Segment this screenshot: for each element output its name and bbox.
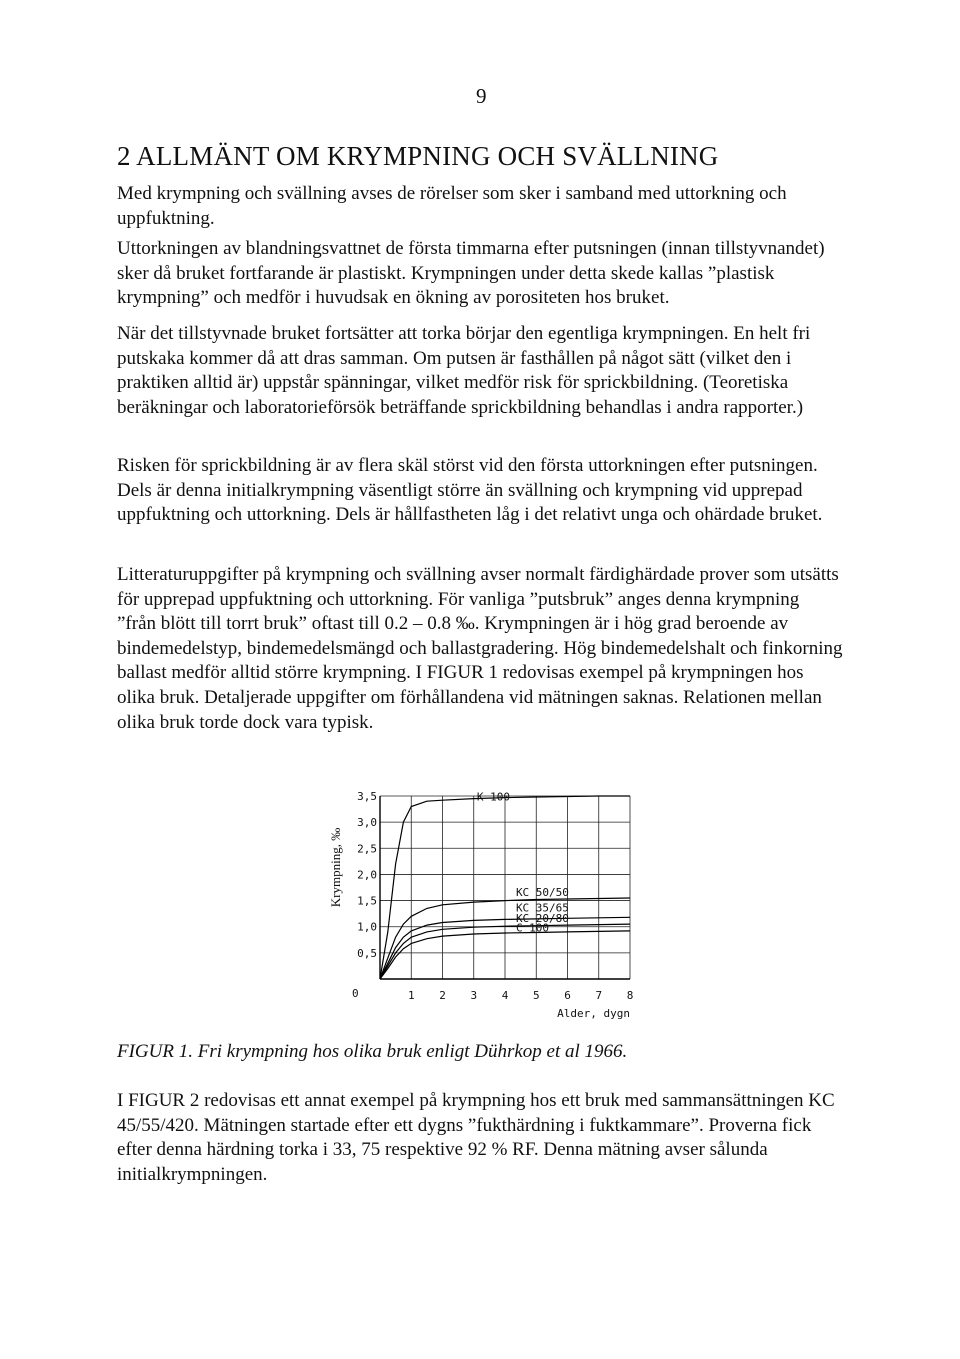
paragraph-3: När det tillstyvnade bruket fortsätter att torka börjar den egentliga krympningen. En helt fri putskaka kommer då att dras samman. Om putsen är fasthållen på något sätt (vilket den i praktiken alltid är) uppstår spänningar, vilket medför risk för sprickbildning. (Teoretiska beräkningar och laboratorieförsök beträffande sprickbildning behandlas i andra rapporter.) [117, 323, 811, 418]
x-tick-label-1: 1 [407, 989, 415, 1002]
figure-caption: FIGUR 1. Fri krympning hos olika bruk enligt Dührkop et al 1966. [117, 1041, 628, 1062]
paragraph-4: Risken för sprickbildning är av flera skäl störst vid den första uttorkningen efter putsningen. Dels är denna initialkrympning väsentligt större än svällning och krympning vid upprepad uppfuktning och uttorkning. Dels är hållfastheten låg i det relativt unga och ohärdade bruket. [117, 455, 823, 526]
y-tick-label-6: 3,0 [357, 816, 377, 830]
x-axis-label: Alder, dygn [557, 1007, 630, 1020]
y-tick-label-5: 2,5 [357, 842, 377, 856]
x-tick-label-5: 5 [532, 989, 540, 1002]
y-tick-label-3: 1,5 [357, 894, 377, 908]
page-number: 9 [476, 84, 487, 108]
y-tick-label-2: 1,0 [357, 920, 377, 934]
series-label-5: C 100 [515, 921, 550, 935]
y-axis-label: Krympning, ‰ [328, 827, 343, 908]
x-tick-label-3: 3 [470, 989, 478, 1002]
x-tick-label-8: 8 [626, 989, 634, 1002]
chart-labels [328, 790, 633, 1020]
x-tick-label-6: 6 [564, 989, 571, 1002]
x-tick-label-2: 2 [439, 989, 446, 1002]
chart-grid [380, 796, 630, 979]
shrinkage-chart [310, 782, 650, 1032]
series-label-2: KC 50/50 [515, 885, 569, 899]
series-label-1: K 100 [476, 790, 510, 804]
x-tick-label-7: 7 [595, 989, 603, 1002]
paragraph-5: Litteraturuppgifter på krympning och svällning avser normalt färdighärdade prover som utsätts för upprepad uppfuktning och uttorkning. För vanliga ”putsbruk” anges denna krympning ”från blött till torrt bruk” oftast till 0.2 – 0.8 ‰. Krympningen är i hög grad beroende av bindemedelstyp, bindemedelsmängd och ballastgradering. Hög bindemedelshalt och finkorning ballast medför alltid större krympning. I FIGUR 1 redovisas exempel på krympningen hos olika bruk. Detaljerade uppgifter om förhållandena vid mätningen saknas. Relationen mellan olika bruk torde dock vara typisk. [117, 564, 843, 733]
section-heading: 2 ALLMÄNT OM KRYMPNING OCH SVÄLLNING [117, 141, 719, 171]
y-tick-label-4: 2,0 [357, 868, 377, 882]
paragraph-2: Uttorkningen av blandningsvattnet de första timmarna efter putsningen (innan tillstyvnandet) sker då bruket fortfarande är plastiskt. Krympningen under detta skede kallas ”plastisk krympning” och medför i huvudsak en ökning av porositeten hos bruket. [117, 238, 825, 309]
origin-label: 0 [352, 987, 359, 1000]
series-label-3: KC 35/65 [515, 901, 569, 915]
x-tick-label-4: 4 [501, 989, 509, 1002]
y-tick-label-7: 3,5 [357, 790, 377, 803]
paragraph-6: I FIGUR 2 redovisas ett annat exempel på krympning hos ett bruk med sammansättningen KC 45/55/420. Mätningen startade efter ett dygns ”fukthärdning i fuktkammare”. Proverna fick efter denna härdning torka i 33, 75 respektive 92 % RF. Denna mätning avser sålunda initialkrympningen. [117, 1090, 835, 1185]
paragraph-1: Med krympning och svällning avses de rörelser som sker i samband med uttorkning och uppfuktning. [117, 183, 787, 229]
y-tick-label-1: 0,5 [357, 946, 377, 960]
series-label-4: KC 20/80 [515, 912, 569, 926]
shrinkage-figure [310, 782, 650, 1032]
